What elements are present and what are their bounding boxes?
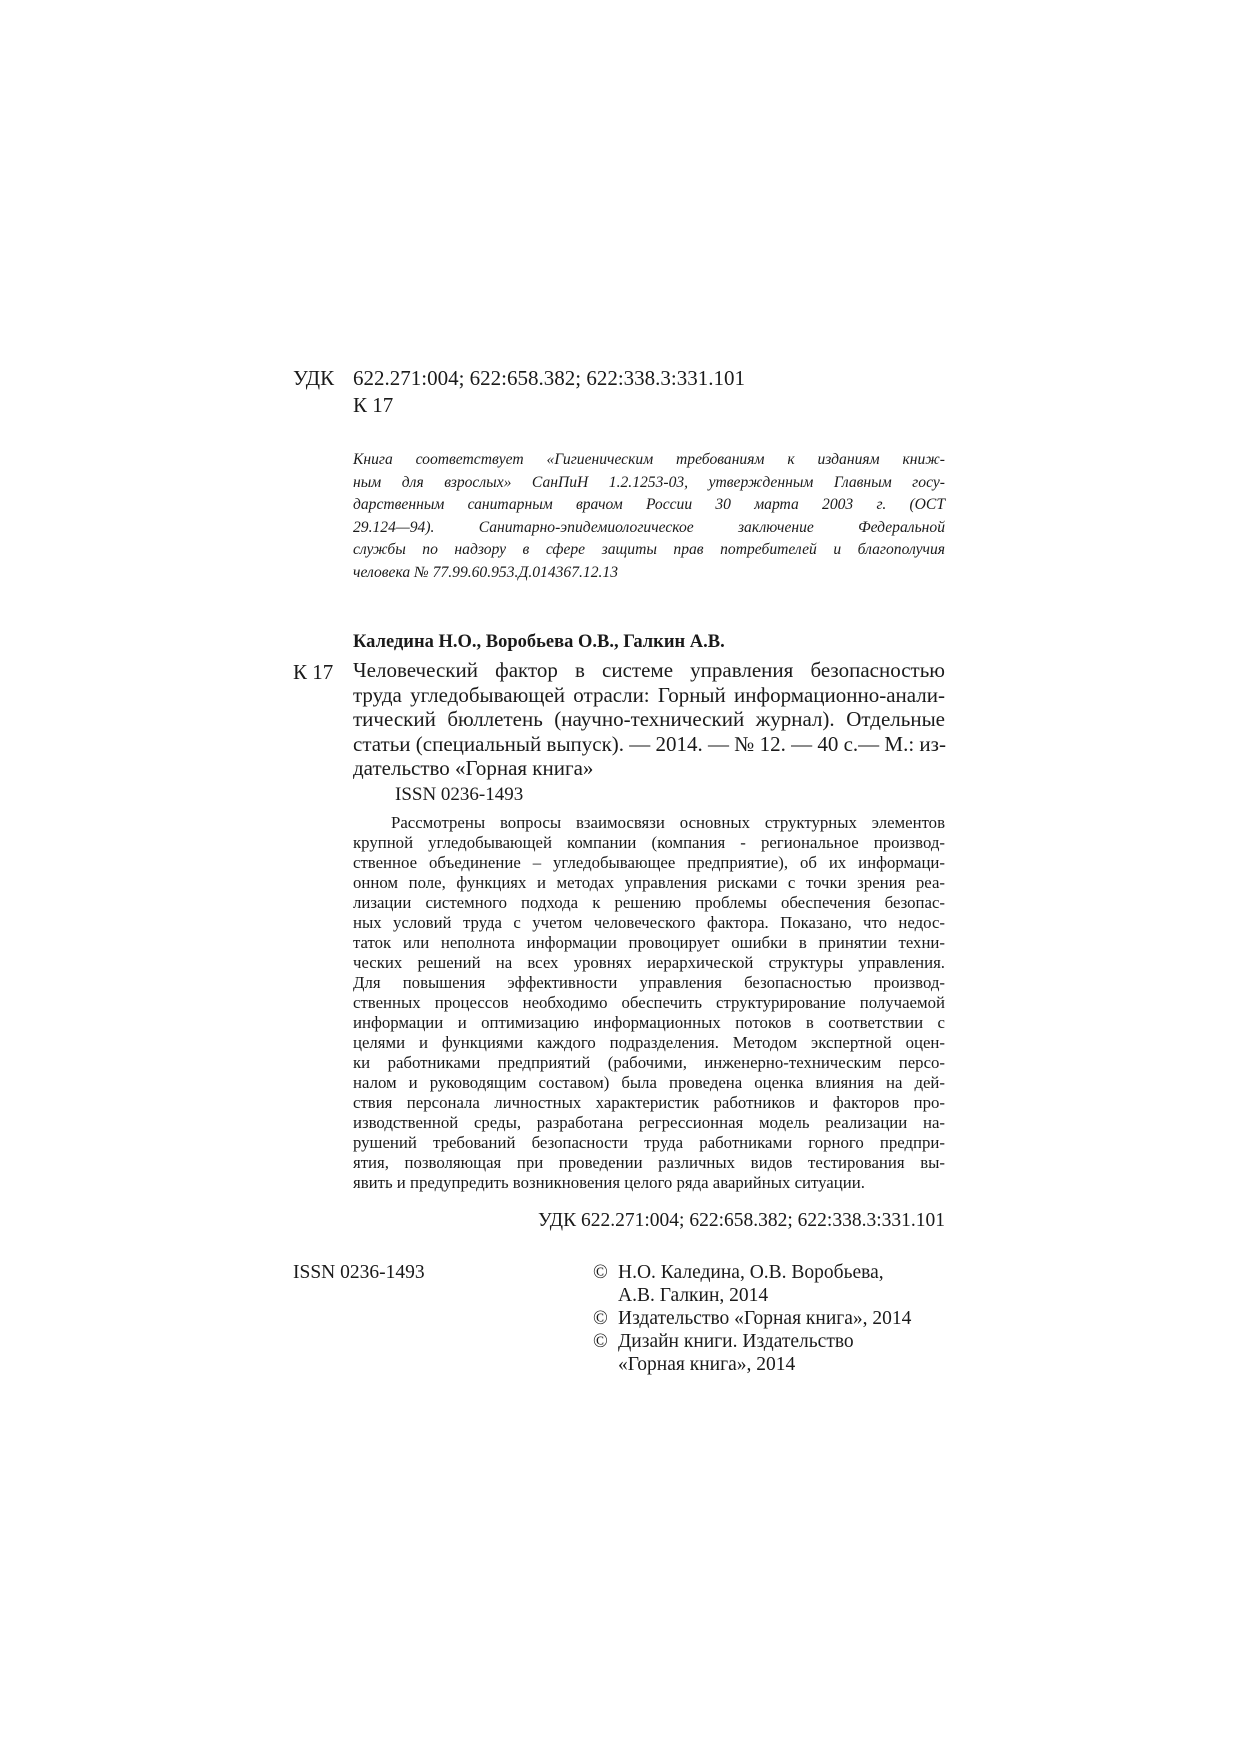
- abstract-line: таток или неполнота информации провоцирует ошибки в принятии техни-: [353, 933, 945, 952]
- copyright-line: Дизайн книги. Издательство: [618, 1331, 854, 1352]
- description-line: статьи (специальный выпуск). — 2014. — № 12. — 40 с.— М.: из-: [353, 731, 946, 756]
- description-line: дательство «Горная книга»: [353, 756, 594, 780]
- notice-line: ным для взрослых» СанПиН 1.2.1253-03, утвержденным Главным госу-: [353, 473, 945, 491]
- notice-line: службы по надзору в сфере защиты прав потребителей и благополучия: [353, 541, 945, 558]
- notice-line: Книга соответствует «Гигиеническим требованиям к изданиям книж-: [353, 451, 945, 468]
- udc-footer: УДК 622.271:004; 622:658.382; 622:338.3:331.101: [537, 1210, 945, 1231]
- abstract-line: ствия персонала личностных характеристик работников и факторов про-: [353, 1093, 945, 1112]
- copyright-line: «Горная книга», 2014: [618, 1354, 796, 1375]
- abstract-line: ственное объединение – угледобывающее предприятие), об их информаци-: [353, 853, 945, 872]
- copyright-line: Н.О. Каледина, О.В. Воробьева,: [618, 1262, 884, 1283]
- abstract-line: лизации системного подхода к решению проблемы обеспечения безопас-: [353, 893, 945, 912]
- abstract-line: явить и предупредить возникновения целого ряда аварийных ситуации.: [353, 1173, 865, 1192]
- udc-codes: 622.271:004; 622:658.382; 622:338.3:331.101: [353, 366, 746, 390]
- description-line: тический бюллетень (научно-технический журнал). Отдельные: [353, 707, 945, 731]
- copyright-symbol: ©: [593, 1308, 608, 1329]
- catalog-author-mark: К 17: [293, 660, 334, 684]
- notice-line: человека № 77.99.60.953.Д.014367.12.13: [353, 563, 619, 581]
- abstract-line: Рассмотрены вопросы взаимосвязи основных структурных элементов: [391, 813, 945, 832]
- description-line: труда угледобывающей отрасли: Горный информационно-анали-: [353, 682, 945, 707]
- abstract-line: ных условий труда с учетом человеческого фактора. Показано, что недос-: [353, 913, 945, 932]
- notice-line: 29.124—94). Санитарно-эпидемиологическое заключение Федеральной: [353, 518, 945, 536]
- abstract-line: Для повышения эффективности управления безопасностью производ-: [353, 973, 945, 992]
- notice-line: дарственным санитарным врачом России 30 марта 2003 г. (ОСТ: [353, 496, 945, 513]
- abstract-line: рушений требований безопасности труда работниками горного предпри-: [353, 1133, 945, 1152]
- abstract-line: ческих решений на всех уровнях иерархической структуры управления.: [353, 953, 945, 972]
- copyright-line: Издательство «Горная книга», 2014: [618, 1308, 912, 1329]
- issn-bottom: ISSN 0236-1493: [293, 1262, 425, 1283]
- catalog-issn: ISSN 0236-1493: [395, 784, 524, 805]
- abstract-line: крупной угледобывающей компании (компания - региональное производ-: [353, 833, 945, 852]
- abstract-line: целями и функциями каждого подразделения. Методом экспертной оцен-: [353, 1033, 945, 1052]
- abstract-line: ятия, позволяющая при проведении различных видов тестирования вы-: [353, 1153, 945, 1172]
- abstract-line: ственных процессов необходимо обеспечить структурирование получаемой: [353, 993, 945, 1012]
- author-mark: К 17: [353, 393, 394, 417]
- copyright-symbol: ©: [593, 1331, 608, 1352]
- copyright-symbol: ©: [593, 1262, 608, 1283]
- abstract-line: изводственной среды, разработана регрессионная модель реализации на-: [353, 1113, 945, 1132]
- description-line: Человеческий фактор в системе управления безопасностью: [353, 658, 945, 682]
- udc-label: УДК: [293, 366, 335, 390]
- abstract-line: информации и оптимизацию информационных потоков в соответствии с: [353, 1013, 945, 1032]
- authors: Каледина Н.О., Воробьева О.В., Галкин А.В.: [353, 632, 725, 652]
- copyright-line: А.В. Галкин, 2014: [618, 1285, 769, 1306]
- abstract-line: онном поле, функциях и методах управления рисками с точки зрения реа-: [353, 873, 945, 892]
- abstract-line: ки работниками предприятий (рабочими, инженерно-техническим персо-: [353, 1053, 945, 1072]
- abstract-line: налом и руководящим составом) была проведена оценка влияния на дей-: [353, 1073, 945, 1092]
